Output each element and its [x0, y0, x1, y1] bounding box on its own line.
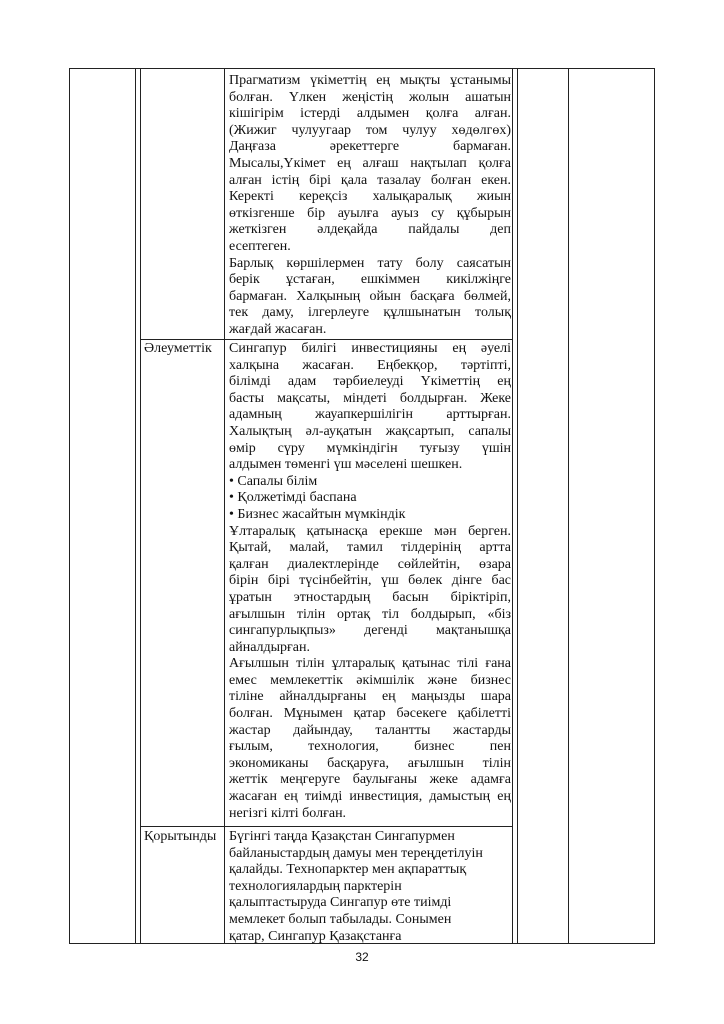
- row-2-content: [229, 341, 511, 822]
- row-separator-2: [140, 826, 513, 827]
- text-line: тек даму, ілгерлеуге құлшынатын толық: [229, 305, 511, 321]
- text-line: Қытай, малай, тамил тілдерінің артта: [229, 540, 511, 556]
- text-line: Халықтың әл-ауқатын жақсартып, сапалы: [229, 423, 511, 439]
- text-line: экономиканы басқаруға, ағылшын тілін: [229, 755, 511, 771]
- text-line: байланыстардың дамуы мен тереңдетілуін: [229, 845, 483, 861]
- text-line: өмір сүру мүмкіндігін туғызу үшін: [229, 440, 511, 456]
- text-line: ағылшын тілін ортақ тіл болдырып, «біз: [229, 606, 511, 622]
- text-line: алдымен төменгі үш мәселені шешкен.: [229, 457, 463, 473]
- table-col-divider-2: [224, 68, 225, 944]
- table-col-divider-4: [568, 68, 569, 944]
- text-line: технологиялардың парктерін: [229, 878, 402, 894]
- text-line: емес мемлекеттік әкімшілік және бизнес: [229, 672, 511, 688]
- text-line: Даңғаза әрекеттерге бармаған.: [229, 139, 511, 155]
- text-line: жеткізген әлдеқайда пайдалы деп: [229, 222, 511, 238]
- text-line: жасаған ең тиімді инвестиция, дамыстың ең: [229, 789, 511, 805]
- text-line: Керекті кереқсіз халықаралық жиын: [229, 189, 511, 205]
- table-border-right: [654, 68, 655, 944]
- text-line: өткізгенше бір ауылға ауыз су құбырын: [229, 205, 511, 221]
- text-line: адамның жауапкершілігін арттырған.: [229, 407, 511, 423]
- bullet-item: • Бизнес жасайтын мүмкіндік: [229, 506, 406, 522]
- row-label-conclusion: Қорытынды: [144, 829, 217, 844]
- text-line: ғылым, технология, бизнес пен: [229, 739, 511, 755]
- text-line: бармаған. Халқының ойын басқаға бөлмей,: [229, 288, 511, 304]
- page-number: 32: [355, 950, 369, 964]
- table-col-divider-3: [512, 68, 513, 944]
- row-separator-1: [140, 339, 513, 340]
- text-line: қалған диалектлерінде сөйлейтін, өзара: [229, 556, 511, 572]
- text-line: Сингапур билігі инвестицияны ең әуелі: [229, 341, 511, 356]
- table-col-divider-1b: [140, 68, 141, 944]
- text-line: Бүгінгі таңда Қазақстан Сингапурмен: [229, 829, 455, 844]
- table-col-divider-1: [135, 68, 136, 944]
- text-line: (Жижиг чулуугаар том чулуу хөдөлгөх): [229, 122, 511, 138]
- text-line: болған. Мұнымен қатар бәсекеге қабілетті: [229, 706, 511, 722]
- text-line: білімді адам тәрбиелеуді Үкіметтің ең: [229, 374, 511, 390]
- row-1-content: [229, 73, 511, 339]
- text-line: бірін бірі түсінбейтін, үш бөлек дінге бас: [229, 573, 511, 589]
- text-line: болған. Үлкен жеңістің жолын ашатын: [229, 89, 511, 105]
- text-line: жастар дайындау, талантты жастарды: [229, 722, 511, 738]
- bullet-item: • Сапалы білім: [229, 473, 318, 489]
- row-label-social: Әлеуметтік: [144, 341, 212, 356]
- text-line: Мысалы,Үкімет ең алғаш нақтылап қолға: [229, 155, 511, 171]
- text-line: қатар, Сингапур Қазақстанға: [229, 928, 402, 944]
- text-line: берік ұстаған, ешкіммен кикілжіңге: [229, 272, 511, 288]
- text-line: Ұлтаралық қатынасқа ерекше мән берген.: [229, 523, 511, 539]
- text-line: жеттік меңгеруге баулығаны жеке адамға: [229, 772, 511, 788]
- text-line: мемлекет болып табылады. Сонымен: [229, 911, 452, 927]
- text-line: сингапурлықпыз» дегенді мақтанышқа: [229, 623, 511, 639]
- text-line: айналдырған.: [229, 639, 310, 655]
- table-border-left: [69, 68, 70, 944]
- text-line: жағдай жасаған.: [229, 321, 327, 337]
- text-line: халқына жасаған. Еңбекқор, тәртіпті,: [229, 357, 511, 373]
- text-line: ұратын этностардың басын біріктіріп,: [229, 589, 511, 605]
- bullet-item: • Қолжетімді баспана: [229, 490, 357, 506]
- text-line: қалайды. Технопарктер мен ақпараттық: [229, 862, 467, 878]
- text-line: Прагматизм үкіметтің ең мықты ұстанымы: [229, 73, 511, 88]
- table-col-divider-3b: [517, 68, 518, 944]
- text-line: Барлық көршілермен тату болу саясатын: [229, 255, 511, 271]
- text-line: негізгі кілті болған.: [229, 805, 347, 821]
- text-line: қалыптастыруда Сингапур өте тиімді: [229, 895, 452, 911]
- text-line: Ағылшын тілін ұлтаралық қатынас тілі ғана: [229, 656, 511, 672]
- text-line: тіліне айналдырғаны ең маңызды шара: [229, 689, 511, 705]
- text-line: есептеген.: [229, 238, 291, 254]
- row-3-content: [229, 829, 511, 945]
- text-line: алған істің бірі қала тазалау болған екен.: [229, 172, 511, 188]
- text-line: кішігірім істерді алдымен қолға алған.: [229, 106, 511, 122]
- text-line: басты мақсаты, міндеті болдырған. Жеке: [229, 390, 511, 406]
